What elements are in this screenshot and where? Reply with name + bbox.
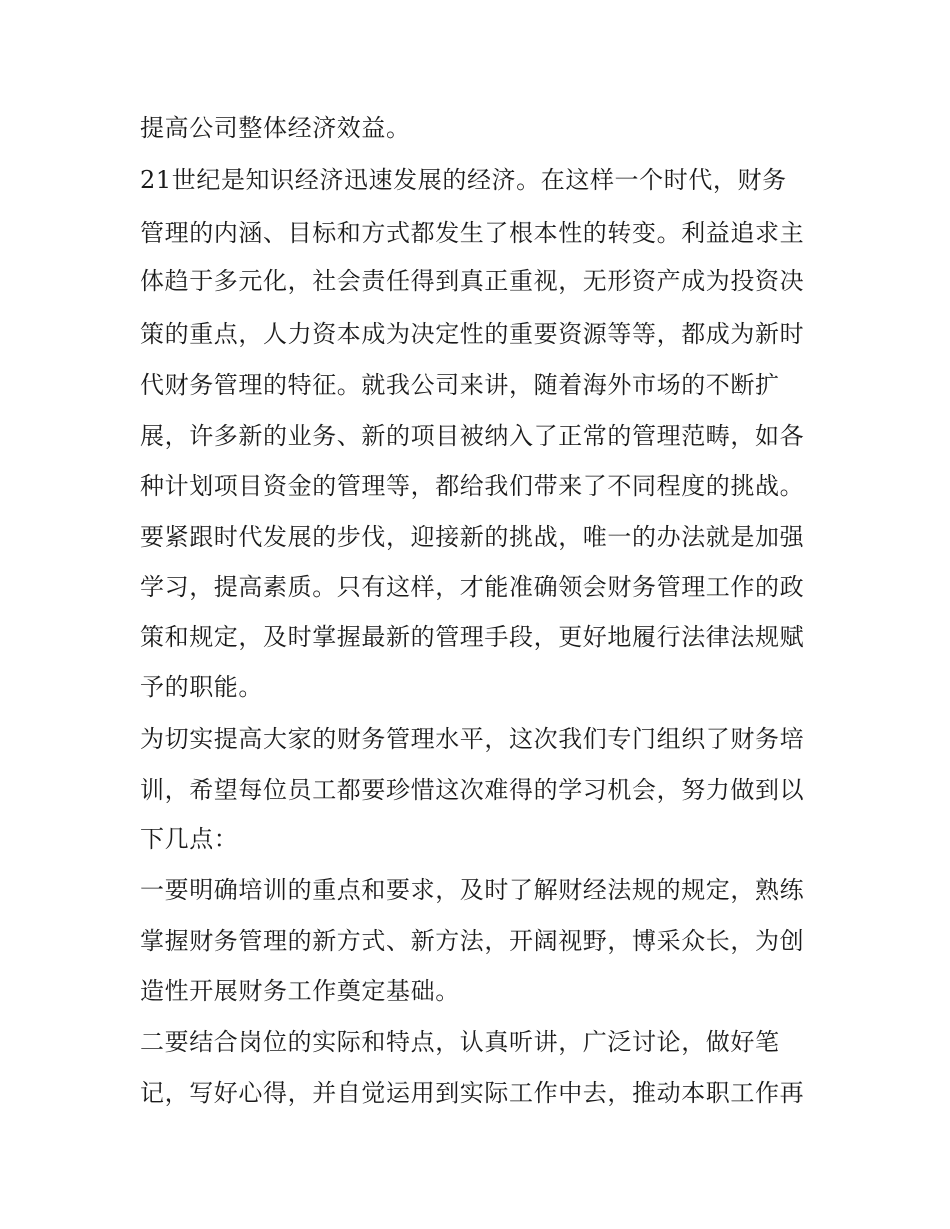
text-line: 造性开展财务工作奠定基础。 [140,977,460,1005]
text-line: 下几点： [140,825,239,853]
text-line: 代财务管理的特征。就我公司来讲，随着海外市场的不断扩 [140,371,780,399]
text-line: 记，写好心得，并自觉运用到实际工作中去，推动本职工作再 [140,1079,805,1107]
text-line: 管理的内涵、目标和方式都发生了根本性的转变。利益追求主 [140,219,805,247]
text-line: 一要明确培训的重点和要求，及时了解财经法规的规定，熟练 [140,876,805,904]
text-line: 展，许多新的业务、新的项目被纳入了正常的管理范畴，如各 [140,422,805,450]
text-line: 策和规定，及时掌握最新的管理手段，更好地履行法律法规赋 [140,623,805,651]
text-line: 策的重点，人力资本成为决定性的重要资源等等，都成为新时 [140,320,805,348]
text-line: 要紧跟时代发展的步伐，迎接新的挑战，唯一的办法就是加强 [140,523,805,551]
text-line: 二要结合岗位的实际和特点，认真听讲，广泛讨论，做好笔 [140,1028,780,1056]
text-line: 训，希望每位员工都要珍惜这次难得的学习机会，努力做到以 [140,776,805,804]
text-line: 为切实提高大家的财务管理水平，这次我们专门组织了财务培 [140,725,805,753]
text-line: 学习，提高素质。只有这样，才能准确领会财务管理工作的政 [140,573,805,601]
text-line: 21世纪是知识经济迅速发展的经济。在这样一个时代，财务 [140,166,787,194]
text-line: 提高公司整体经济效益。 [140,114,411,142]
text-line: 体趋于多元化，社会责任得到真正重视，无形资产成为投资决 [140,267,805,295]
text-line: 予的职能。 [140,673,263,701]
text-line: 掌握财务管理的新方式、新方法，开阔视野，博采众长，为创 [140,927,805,955]
text-line: 种计划项目资金的管理等，都给我们带来了不同程度的挑战。 [140,472,805,500]
